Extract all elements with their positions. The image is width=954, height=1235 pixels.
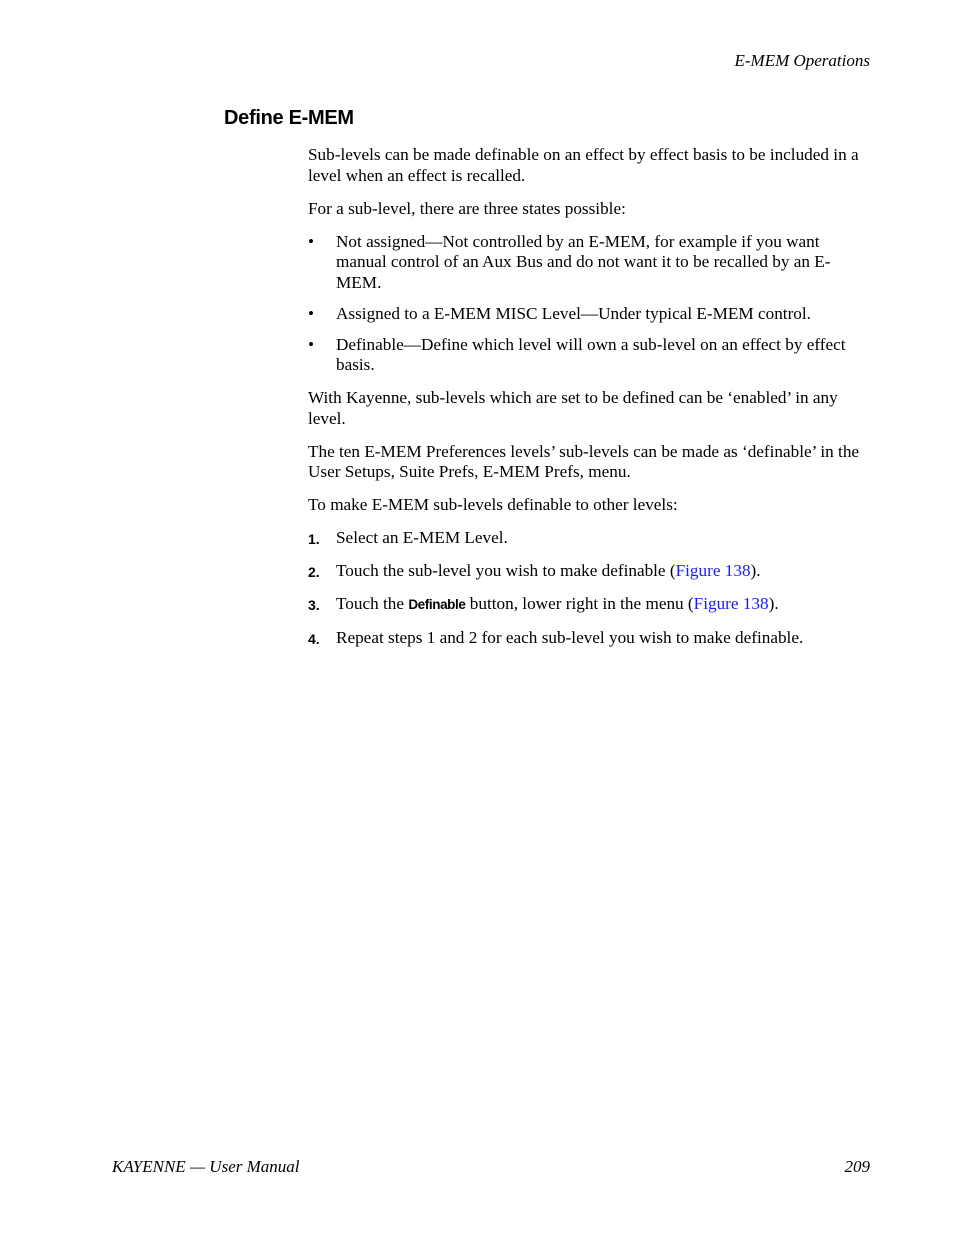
step-text-after: ). [750, 561, 761, 580]
step-item [308, 561, 874, 582]
prefs-note-paragraph: The ten E-MEM Preferences levels’ sub-levels can be made as ‘definable’ in the User Setups, Suite Prefs, E-MEM Prefs, menu. [308, 441, 860, 481]
definable-button-label: Definable [408, 597, 466, 612]
step-number: 1. [308, 531, 320, 547]
step-number: 2. [308, 564, 320, 580]
body-content [308, 145, 874, 659]
steps-list [308, 528, 874, 649]
states-list [308, 232, 874, 376]
step-number: 4. [308, 631, 320, 647]
bullet-icon: • [308, 303, 315, 323]
steps-lead-paragraph: To make E-MEM sub-levels definable to other levels: [308, 495, 678, 514]
step-item [308, 528, 874, 549]
step-text: Repeat steps 1 and 2 for each sub-level you wish to make definable. [336, 628, 804, 647]
figure-link[interactable]: Figure 138 [693, 594, 769, 613]
bullet-icon: • [308, 334, 315, 354]
bullet-icon: • [308, 231, 315, 251]
step-text-middle: button, lower right in the menu ( [465, 594, 694, 613]
step-item [308, 628, 874, 649]
figure-link[interactable]: Figure 138 [675, 561, 751, 580]
bullet-text: Definable—Define which level will own a sub-level on an effect by effect basis. [336, 334, 846, 374]
step-text-before: Touch the sub-level you wish to make definable ( [336, 561, 676, 580]
section-title: Define E-MEM [224, 107, 354, 129]
list-item [308, 335, 874, 376]
step-text-before: Touch the [336, 594, 409, 613]
intro-paragraph: Sub-levels can be made definable on an effect by effect basis to be included in a level when an effect is recalled. [308, 145, 859, 185]
list-item [308, 232, 874, 294]
step-item [308, 594, 874, 616]
step-text-after: ). [768, 594, 779, 613]
footer-manual-title: KAYENNE — User Manual [112, 1157, 300, 1176]
kayenne-note-paragraph: With Kayenne, sub-levels which are set to be defined can be ‘enabled’ in any level. [308, 388, 838, 428]
page-number: 209 [844, 1157, 870, 1176]
step-text: Select an E-MEM Level. [336, 528, 508, 547]
step-number: 3. [308, 597, 320, 613]
bullet-text: Not assigned—Not controlled by an E-MEM, for example if you want manual control of an Aux Bus and do not want it to be recalled by an E-MEM. [336, 231, 831, 292]
bullet-text: Assigned to a E-MEM MISC Level—Under typical E-MEM control. [336, 303, 811, 323]
states-lead-paragraph: For a sub-level, there are three states possible: [308, 198, 626, 218]
list-item [308, 304, 874, 325]
running-head: E-MEM Operations [734, 51, 870, 70]
